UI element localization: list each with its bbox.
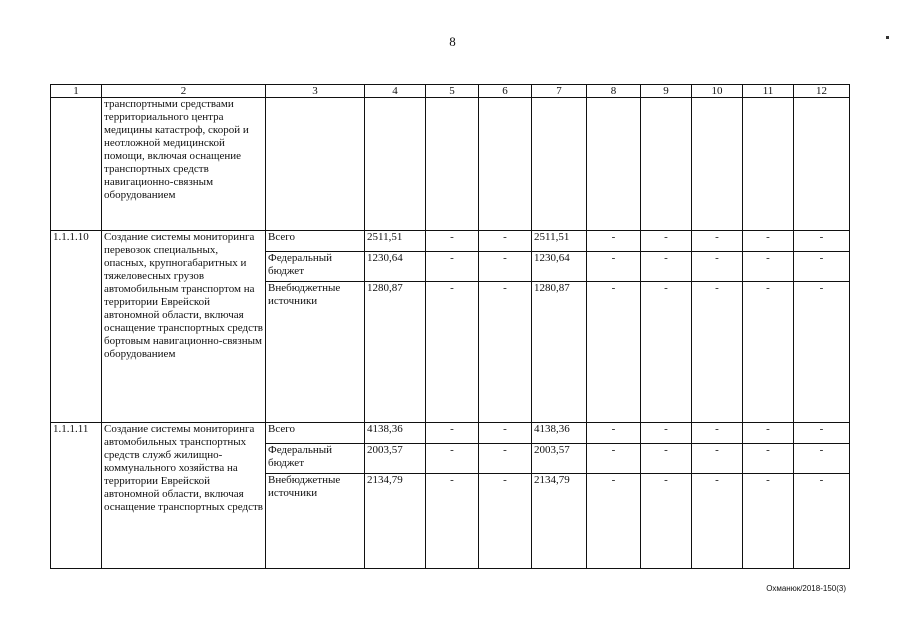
empty-cell (532, 98, 587, 231)
value-cell: 2511,51 (532, 231, 587, 252)
description-cell: Создание системы мониторинга перевозок специальных, опасных, крупногабаритных и тяжеловесных грузов автомобильным транспортом на территории Еврейской автономной области, включая оснащение транспортных средств бортовым навигационно-связным оборудованием (102, 231, 266, 423)
code-cell: 1.1.1.11 (51, 423, 102, 569)
code-cell (51, 98, 102, 231)
value-cell: - (587, 444, 641, 474)
value-cell: - (641, 444, 692, 474)
value-cell: - (794, 282, 850, 423)
value-cell: 2134,79 (532, 474, 587, 569)
header-cell: 1 (51, 85, 102, 98)
header-cell: 7 (532, 85, 587, 98)
value-cell: 1280,87 (365, 282, 426, 423)
value-cell: - (641, 231, 692, 252)
value-cell: - (692, 423, 743, 444)
value-cell: - (641, 423, 692, 444)
value-cell: - (794, 474, 850, 569)
value-cell: - (587, 474, 641, 569)
header-cell: 6 (479, 85, 532, 98)
value-cell: - (743, 282, 794, 423)
value-cell: - (692, 474, 743, 569)
source-cell: Всего (266, 423, 365, 444)
value-cell: 1280,87 (532, 282, 587, 423)
value-cell: - (587, 423, 641, 444)
value-cell: - (641, 474, 692, 569)
continuation-row (51, 98, 850, 231)
value-cell: - (743, 423, 794, 444)
value-cell: - (641, 252, 692, 282)
empty-cell (365, 98, 426, 231)
header-cell: 11 (743, 85, 794, 98)
value-cell: - (743, 474, 794, 569)
value-cell: - (479, 444, 532, 474)
value-cell: - (587, 252, 641, 282)
value-cell: - (426, 444, 479, 474)
empty-cell (266, 98, 365, 231)
value-cell: 4138,36 (532, 423, 587, 444)
value-cell: - (743, 231, 794, 252)
value-cell: - (426, 231, 479, 252)
value-cell: - (794, 423, 850, 444)
value-cell: 1230,64 (532, 252, 587, 282)
value-cell: - (479, 252, 532, 282)
empty-cell (794, 98, 850, 231)
source-cell: Всего (266, 231, 365, 252)
scan-mark (886, 36, 889, 39)
page-number: 8 (449, 34, 456, 49)
source-cell: Федеральный бюджет (266, 444, 365, 474)
table-row (51, 231, 850, 252)
header-cell: 9 (641, 85, 692, 98)
value-cell: 2003,57 (365, 444, 426, 474)
header-cell: 8 (587, 85, 641, 98)
header-cell: 10 (692, 85, 743, 98)
value-cell: - (587, 282, 641, 423)
value-cell: - (426, 474, 479, 569)
value-cell: 2003,57 (532, 444, 587, 474)
value-cell: - (426, 252, 479, 282)
value-cell: - (641, 282, 692, 423)
value-cell: - (587, 231, 641, 252)
value-cell: - (479, 474, 532, 569)
value-cell: - (743, 444, 794, 474)
value-cell: 1230,64 (365, 252, 426, 282)
value-cell: 2511,51 (365, 231, 426, 252)
value-cell: 2134,79 (365, 474, 426, 569)
header-cell: 4 (365, 85, 426, 98)
header-cell: 3 (266, 85, 365, 98)
value-cell: - (794, 252, 850, 282)
value-cell: - (794, 444, 850, 474)
empty-cell (426, 98, 479, 231)
value-cell: - (426, 423, 479, 444)
value-cell: - (692, 231, 743, 252)
header-row (51, 85, 850, 98)
empty-cell (587, 98, 641, 231)
table-row (51, 423, 850, 444)
source-cell: Федеральный бюджет (266, 252, 365, 282)
description-cell: Создание системы мониторинга автомобильных транспортных средств служб жилищно-коммунального хозяйства на территории Еврейской автономной области, включая оснащение транспортных средств (102, 423, 266, 569)
description-cell: транспортными средствами территориального центра медицины катастроф, скорой и неотложной медицинской помощи, включая оснащение транспортных средств навигационно-связным оборудованием (102, 98, 266, 231)
source-cell: Внебюджетные источники (266, 474, 365, 569)
value-cell: - (692, 252, 743, 282)
header-cell: 5 (426, 85, 479, 98)
value-cell: - (479, 423, 532, 444)
empty-cell (479, 98, 532, 231)
source-cell: Внебюджетные источники (266, 282, 365, 423)
value-cell: 4138,36 (365, 423, 426, 444)
value-cell: - (479, 282, 532, 423)
value-cell: - (479, 231, 532, 252)
code-cell: 1.1.1.10 (51, 231, 102, 423)
header-cell: 2 (102, 85, 266, 98)
value-cell: - (426, 282, 479, 423)
value-cell: - (692, 444, 743, 474)
budget-table (50, 84, 850, 569)
value-cell: - (692, 282, 743, 423)
value-cell: - (743, 252, 794, 282)
empty-cell (743, 98, 794, 231)
empty-cell (692, 98, 743, 231)
header-cell: 12 (794, 85, 850, 98)
value-cell: - (794, 231, 850, 252)
document-reference: Охманюк/2018-150(3) (766, 584, 846, 593)
empty-cell (641, 98, 692, 231)
